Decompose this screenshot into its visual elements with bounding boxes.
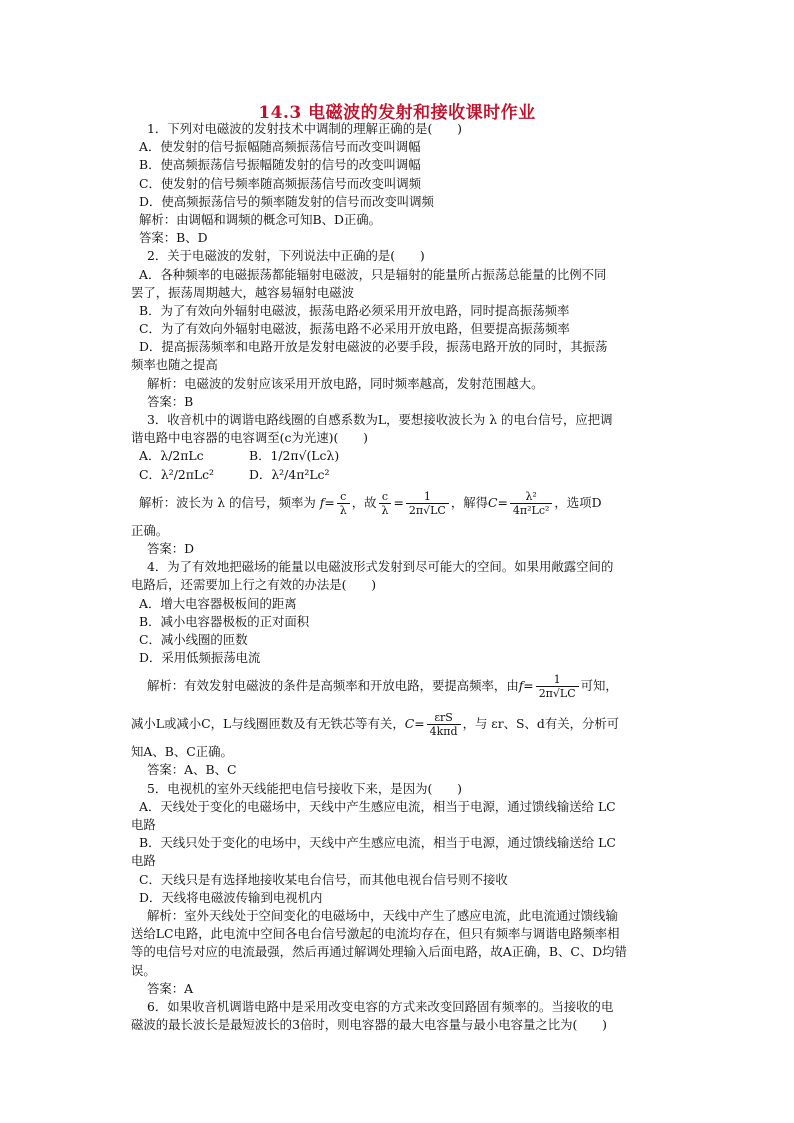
question-2-analysis: 解析：电磁波的发射应该采用开放电路，同时频率越高，发射范围越大。: [147, 375, 544, 391]
question-4-analysis-3: 知A、B、C正确。: [131, 744, 233, 760]
question-3-stem-cont: 谐电路中电容器的电容调至(c为光速)( ): [131, 430, 368, 446]
question-4-option-b: B．减小电容器极板的正对面积: [139, 613, 310, 629]
question-4-option-d: D．采用低频振荡电流: [139, 650, 261, 666]
question-4-answer: 答案：A、B、C: [147, 762, 237, 778]
question-5-answer: 答案：A: [147, 980, 194, 996]
question-3-option-d: D．λ²/4π²Lc²: [249, 466, 330, 482]
question-3-options-cd: [139, 466, 673, 484]
question-5-stem: 5．电视机的室外天线能把电信号接收下来，是因为( ): [147, 780, 462, 796]
question-2-option-a-cont: 罢了，振荡周期越大，越容易辐射电磁波: [131, 284, 355, 300]
question-5-analysis-4: 误。: [131, 962, 156, 978]
question-3-answer: 答案：D: [147, 540, 195, 556]
question-4-analysis-2: 减小L或减小C，L与线圈匝数及有无铁芯等有关，C= $\frac{\text{εrS}}{\text{4kπd}}$ ，与 εr、S、d有关，分析可: [131, 711, 620, 739]
fraction-capacitance: $\frac{\text{λ²}}{\text{4π²Lc²}}$: [510, 490, 553, 517]
question-5-option-c: C．天线只是有选择地接收某电台信号，而其他电视台信号则不接收: [139, 871, 508, 887]
question-3-analysis-end: 正确。: [131, 522, 169, 538]
question-5-option-a: A．天线处于变化的电磁场中，天线中产生感应电流，相当于电源，通过馈线输送给 LC: [139, 798, 616, 814]
question-1-option-c: C．使发射的信号频率随高频振荡信号而改变叫调频: [139, 175, 422, 191]
question-2-option-c: C．为了有效向外辐射电磁波，振荡电路不必采用开放电路，但要提高振荡频率: [139, 321, 570, 337]
question-2-option-d: D．提高振荡频率和电路开放是发射电磁波的必要手段，振荡电路开放的同时，其振荡: [139, 339, 608, 355]
question-5-option-b: B．天线只处于变化的电场中，天线中产生感应电流，相当于电源，通过馈线输送给 LC: [139, 835, 616, 851]
question-3-option-b: B．1/2π√(Lcλ): [249, 448, 340, 464]
question-2-option-a: A．各种频率的电磁振荡都能辐射电磁波，只是辐射的能量所占振荡总能量的比例不同: [139, 266, 607, 282]
question-5-analysis: 解析：室外天线处于空间变化的电磁场中，天线中产生了感应电流，此电流通过馈线输: [147, 907, 618, 923]
question-2-answer: 答案：B: [147, 393, 194, 409]
question-5-option-d: D．天线将电磁波传输到电视机内: [139, 889, 323, 905]
question-3-options-ab: [139, 447, 673, 465]
fraction-c-over-lambda: $\frac{c}{\lambda}$: [337, 490, 350, 517]
question-3-stem: 3．收音机中的调谐电路线圈的自感系数为L，要想接收波长为 λ 的电台信号，应把调: [147, 412, 613, 427]
question-4-stem: 4．为了有效地把磁场的能量以电磁波形式发射到尽可能大的空间。如果用敞露空间的: [147, 559, 614, 575]
fraction-capacitor-formula: $\frac{\text{εrS}}{\text{4kπd}}$: [427, 711, 461, 738]
question-6-stem-cont: 磁波的最长波长是最短波长的3倍时，则电容器的最大电容量与最小电容量之比为( ): [131, 1017, 608, 1033]
fraction-c-over-lambda: $\frac{c}{\lambda}$: [379, 490, 392, 517]
question-6-stem: 6．如果收音机调谐电路中是采用改变电容的方式来改变回路固有频率的。当接收的电: [147, 998, 614, 1014]
fraction-one-over-2pi-root-lc: $\frac{1}{2\pi√LC}$: [536, 673, 579, 700]
question-3-option-c: C．λ²/2πLc²: [139, 466, 215, 482]
question-4-option-c: C．减小线圈的匝数: [139, 631, 248, 647]
question-4-option-a: A．增大电容器极板间的距离: [139, 595, 297, 611]
question-3-option-a: A．λ/2πLc: [139, 448, 204, 464]
question-4-stem-cont: 电路后，还需要加上行之有效的办法是( ): [131, 577, 377, 593]
question-5-analysis-2: 送给LC电路，此电流中空间各电台信号激起的电流均存在，但只有频率与调谐电路频率相: [131, 926, 620, 942]
question-1-answer: 答案：B、D: [139, 230, 208, 246]
question-1-analysis: 解析：由调幅和调频的概念可知B、D正确。: [139, 211, 382, 227]
question-5-option-b-cont: 电路: [131, 853, 156, 869]
question-2-option-d-cont: 频率也随之提高: [131, 357, 218, 373]
question-3-analysis: 解析：波长为 λ 的信号，频率为 f= $\frac{c}{\lambda}$ ，故 $\frac{c}{\lambda}$ = $\frac{1}{2\pi√LC}$ ，解得C= $\frac{\text{λ²}}{\text{4π²Lc²}}$ ，选项D: [139, 489, 602, 517]
page-title: 14.3 电磁波的发射和接收课时作业: [258, 103, 536, 123]
question-5-analysis-3: 等的电信号对应的电流最强，然后再通过解调处理输入后面电路，故A正确，B、C、D均错: [131, 944, 627, 960]
question-1-option-b: B．使高频振荡信号振幅随发射的信号的改变叫调幅: [139, 157, 421, 173]
fraction-one-over-2pi-root-lc: $\frac{1}{2\pi√LC}$: [406, 490, 449, 517]
question-1-option-a: A．使发射的信号振幅随高频振荡信号而改变叫调幅: [139, 139, 421, 155]
document-body: [131, 120, 673, 1034]
question-1-option-d: D．使高频振荡信号的频率随发射的信号而改变叫调频: [139, 193, 434, 209]
question-5-option-a-cont: 电路: [131, 817, 156, 832]
question-4-analysis: 解析：有效发射电磁波的条件是高频率和开放电路，要提高频率，由f= $\frac{1}{2\pi√LC}$ 可知，: [147, 673, 618, 701]
question-2-stem: 2．关于电磁波的发射，下列说法中正确的是( ): [147, 248, 425, 264]
question-2-option-b: B．为了有效向外辐射电磁波，振荡电路必须采用开放电路，同时提高振荡频率: [139, 302, 570, 318]
question-1-stem: 1．下列对电磁波的发射技术中调制的理解正确的是( ): [147, 121, 462, 136]
